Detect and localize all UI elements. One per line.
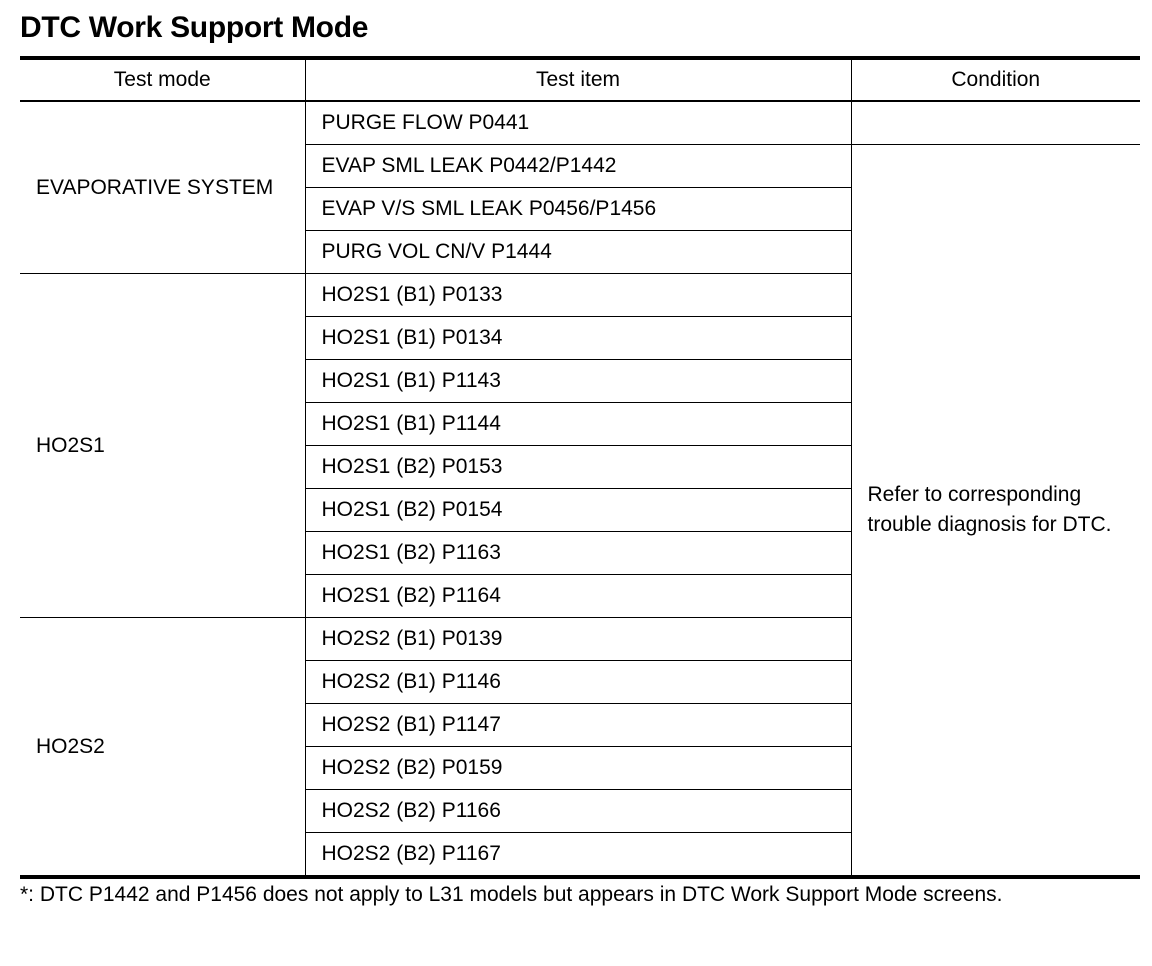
test-item: HO2S1 (B2) P1163 <box>305 532 851 575</box>
condition-purge-flow <box>851 101 1140 145</box>
test-item: HO2S2 (B2) P0159 <box>305 747 851 790</box>
header-test-mode: Test mode <box>20 58 305 101</box>
table-row <box>20 101 1140 145</box>
header-test-item: Test item <box>305 58 851 101</box>
footnote: *: DTC P1442 and P1456 does not apply to L31 models but appears in DTC Work Support Mode screens. <box>20 883 1003 906</box>
test-item: EVAP V/S SML LEAK P0456/P1456 <box>305 188 851 231</box>
test-mode-ho2s1: HO2S1 <box>20 274 305 618</box>
header-condition: Condition <box>851 58 1140 101</box>
test-item: EVAP SML LEAK P0442/P1442 <box>305 145 851 188</box>
test-item: PURG VOL CN/V P1444 <box>305 231 851 274</box>
test-item: HO2S2 (B2) P1166 <box>305 790 851 833</box>
test-item: HO2S1 (B1) P1143 <box>305 360 851 403</box>
test-item: HO2S2 (B1) P1147 <box>305 704 851 747</box>
test-item: HO2S1 (B2) P0154 <box>305 489 851 532</box>
test-item: HO2S1 (B1) P0133 <box>305 274 851 317</box>
condition-refer-diagnosis: Refer to corresponding trouble diagnosis for DTC. <box>851 145 1140 878</box>
test-item: HO2S2 (B1) P1146 <box>305 661 851 704</box>
test-item: HO2S2 (B2) P1167 <box>305 833 851 878</box>
test-item: HO2S1 (B2) P1164 <box>305 575 851 618</box>
test-item: HO2S1 (B1) P0134 <box>305 317 851 360</box>
test-mode-ho2s2: HO2S2 <box>20 618 305 878</box>
page-title: DTC Work Support Mode <box>20 11 369 44</box>
table-header-row <box>20 58 1140 101</box>
dtc-work-support-table <box>20 56 1140 879</box>
test-item: HO2S1 (B2) P0153 <box>305 446 851 489</box>
test-item: HO2S1 (B1) P1144 <box>305 403 851 446</box>
test-item: HO2S2 (B1) P0139 <box>305 618 851 661</box>
test-mode-evaporative-system: EVAPORATIVE SYSTEM <box>20 101 305 274</box>
test-item: PURGE FLOW P0441 <box>305 101 851 145</box>
